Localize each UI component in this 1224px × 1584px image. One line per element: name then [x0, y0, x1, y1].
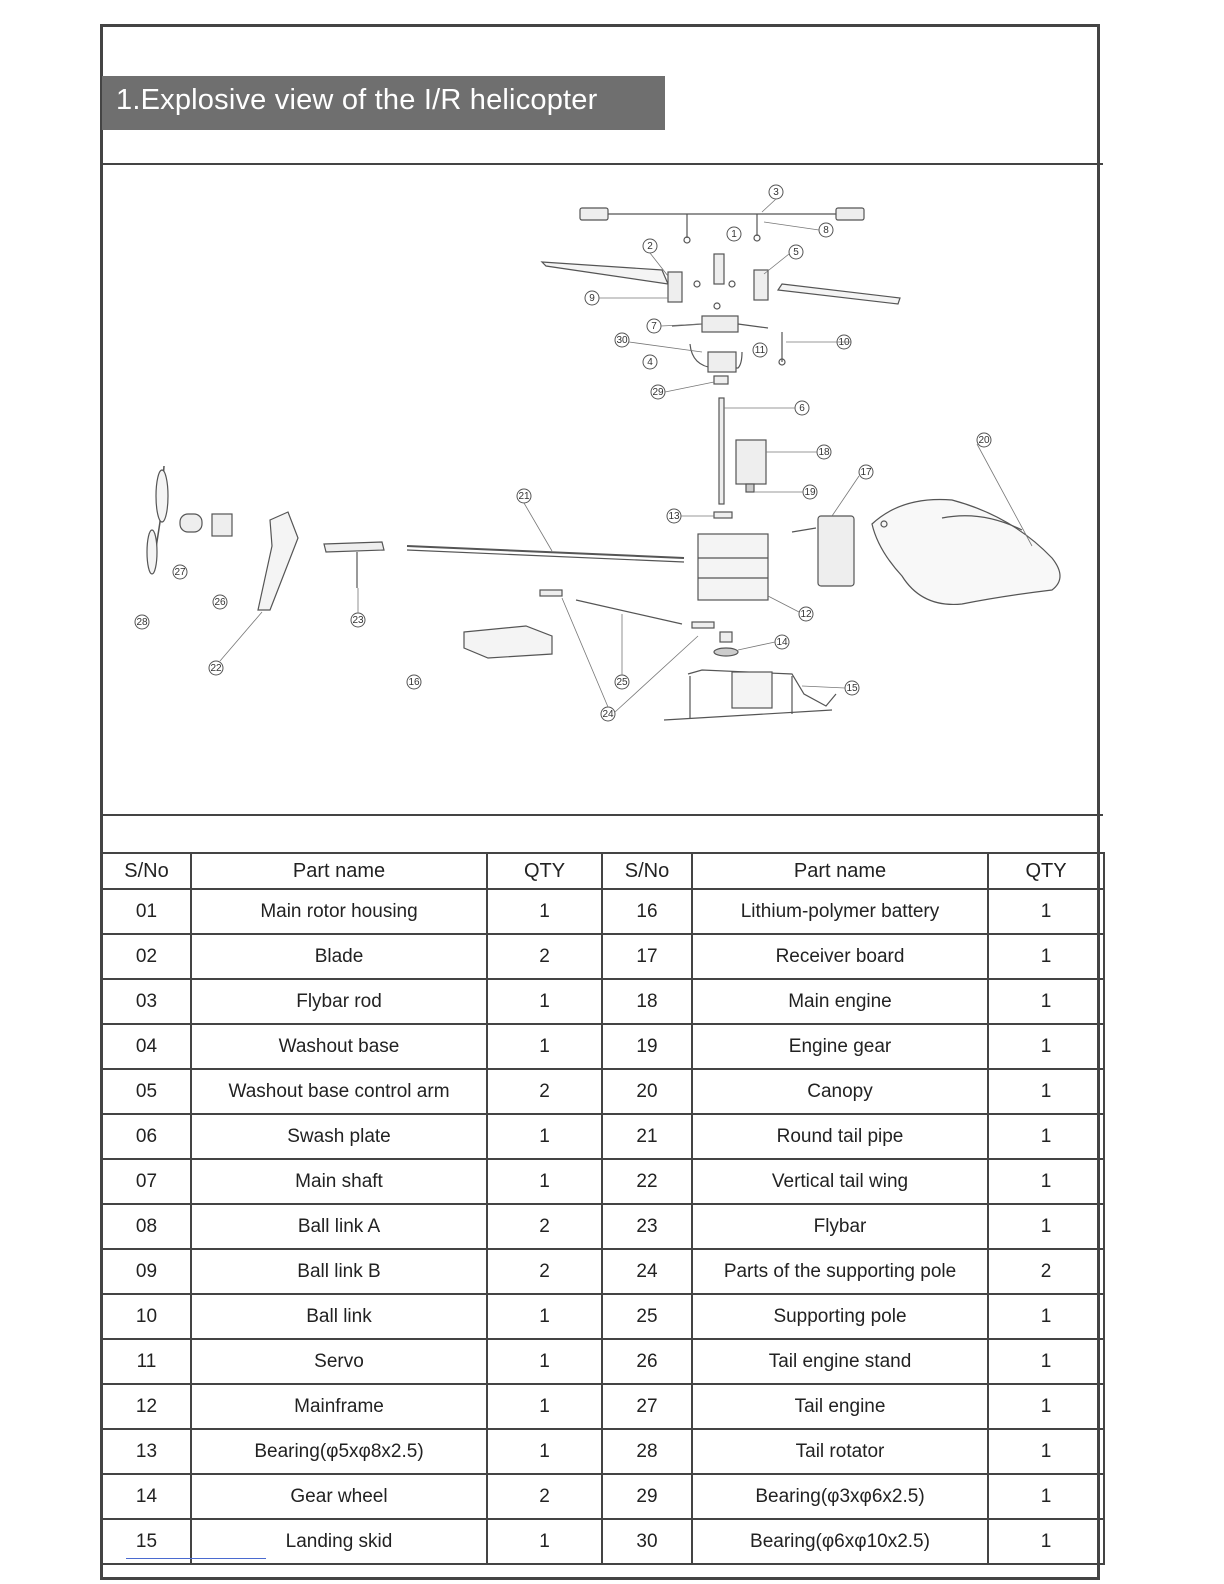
svg-text:18: 18	[818, 447, 830, 458]
cell-part-name: Ball link B	[191, 1249, 487, 1294]
svg-text:20: 20	[978, 435, 990, 446]
callout-21	[517, 489, 531, 503]
flybar-shape	[324, 542, 384, 552]
callout-9	[585, 291, 599, 305]
callout-27	[173, 565, 187, 579]
table-row	[102, 1384, 1104, 1429]
cell-part-name: Canopy	[692, 1069, 988, 1114]
exploded-view-diagram	[102, 166, 1102, 816]
cell-qty: 1	[487, 1294, 602, 1339]
cell-qty: 1	[487, 889, 602, 934]
section-title-band	[102, 76, 665, 130]
rotor-housing-shape	[714, 254, 724, 284]
callout-2	[643, 239, 657, 253]
cell-qty: 1	[988, 889, 1104, 934]
cell-qty: 2	[487, 1204, 602, 1249]
cell-qty: 1	[988, 1519, 1104, 1564]
cell-part-name: Supporting pole	[692, 1294, 988, 1339]
cell-part-name: Tail rotator	[692, 1429, 988, 1474]
divider-top	[100, 163, 1103, 165]
svg-text:29: 29	[652, 387, 664, 398]
cell-part-name: Gear wheel	[191, 1474, 487, 1519]
cell-sno: 28	[602, 1429, 692, 1474]
cell-sno: 10	[102, 1294, 191, 1339]
cell-qty: 1	[988, 934, 1104, 979]
svg-text:9: 9	[589, 293, 595, 304]
cell-sno: 03	[102, 979, 191, 1024]
callout-30	[615, 333, 629, 347]
svg-text:6: 6	[799, 403, 805, 414]
svg-text:27: 27	[174, 567, 186, 578]
flybar-weight-right	[836, 208, 864, 220]
callout-29	[651, 385, 665, 399]
cell-part-name: Mainframe	[191, 1384, 487, 1429]
cell-part-name: Parts of the supporting pole	[692, 1249, 988, 1294]
tail-engine-stand-shape	[212, 514, 232, 536]
callout-8	[819, 223, 833, 237]
cell-part-name: Main rotor housing	[191, 889, 487, 934]
table-row	[102, 1204, 1104, 1249]
cell-sno: 16	[602, 889, 692, 934]
cell-sno: 29	[602, 1474, 692, 1519]
cell-qty: 2	[487, 1069, 602, 1114]
svg-text:28: 28	[136, 617, 148, 628]
cell-sno: 25	[602, 1294, 692, 1339]
main-shaft-shape	[719, 398, 724, 504]
svg-text:11: 11	[754, 345, 766, 356]
svg-text:4: 4	[647, 357, 653, 368]
cell-qty: 2	[487, 934, 602, 979]
svg-text:23: 23	[352, 615, 364, 626]
cell-qty: 1	[988, 1474, 1104, 1519]
supporting-pole-shape	[576, 600, 682, 624]
table-row	[102, 1249, 1104, 1294]
cell-sno: 14	[102, 1474, 191, 1519]
table-row	[102, 1114, 1104, 1159]
header-sno: S/No	[602, 853, 692, 889]
cell-part-name: Bearing(φ3xφ6x2.5)	[692, 1474, 988, 1519]
svg-text:7: 7	[651, 321, 657, 332]
cell-part-name: Bearing(φ6xφ10x2.5)	[692, 1519, 988, 1564]
cell-qty: 1	[487, 1429, 602, 1474]
callout-18	[817, 445, 831, 459]
cell-qty: 1	[487, 1339, 602, 1384]
cell-qty: 1	[487, 1384, 602, 1429]
cell-part-name: Tail engine	[692, 1384, 988, 1429]
svg-text:30: 30	[616, 335, 628, 346]
cell-part-name: Round tail pipe	[692, 1114, 988, 1159]
callout-24	[601, 707, 615, 721]
svg-text:21: 21	[518, 491, 530, 502]
svg-text:3: 3	[773, 187, 779, 198]
callout-6	[795, 401, 809, 415]
callout-16	[407, 675, 421, 689]
cell-sno: 11	[102, 1339, 191, 1384]
cell-sno: 01	[102, 889, 191, 934]
table-header-row	[102, 853, 1104, 889]
callout-15	[845, 681, 859, 695]
callout-20	[977, 433, 991, 447]
callout-28	[135, 615, 149, 629]
cell-sno: 30	[602, 1519, 692, 1564]
callout-7	[647, 319, 661, 333]
cell-part-name: Main engine	[692, 979, 988, 1024]
cell-sno: 15	[102, 1519, 191, 1564]
cell-qty: 1	[487, 979, 602, 1024]
cell-sno: 07	[102, 1159, 191, 1204]
callout-17	[859, 465, 873, 479]
cell-part-name: Washout base	[191, 1024, 487, 1069]
table-row	[102, 1339, 1104, 1384]
cell-sno: 05	[102, 1069, 191, 1114]
cell-part-name: Lithium-polymer battery	[692, 889, 988, 934]
svg-text:16: 16	[408, 677, 420, 688]
callout-25	[615, 675, 629, 689]
callout-22	[209, 661, 223, 675]
table-row	[102, 1069, 1104, 1114]
cell-qty: 1	[487, 1024, 602, 1069]
svg-text:13: 13	[668, 511, 680, 522]
cell-sno: 26	[602, 1339, 692, 1384]
cell-sno: 12	[102, 1384, 191, 1429]
callout-3	[769, 185, 783, 199]
cell-part-name: Bearing(φ5xφ8x2.5)	[191, 1429, 487, 1474]
cell-sno: 02	[102, 934, 191, 979]
table-row	[102, 1294, 1104, 1339]
cell-sno: 06	[102, 1114, 191, 1159]
callout-23	[351, 613, 365, 627]
callout-5	[789, 245, 803, 259]
cell-part-name: Servo	[191, 1339, 487, 1384]
table-row	[102, 1159, 1104, 1204]
gear-wheel-shape	[714, 648, 738, 656]
cell-part-name: Main shaft	[191, 1159, 487, 1204]
cell-qty: 1	[988, 1204, 1104, 1249]
svg-text:15: 15	[846, 683, 858, 694]
cell-qty: 1	[988, 1294, 1104, 1339]
cell-sno: 27	[602, 1384, 692, 1429]
cell-sno: 17	[602, 934, 692, 979]
cell-part-name: Engine gear	[692, 1024, 988, 1069]
cell-part-name: Flybar rod	[191, 979, 487, 1024]
cell-qty: 1	[487, 1159, 602, 1204]
svg-text:8: 8	[823, 225, 829, 236]
callout-12	[799, 607, 813, 621]
cell-qty: 1	[988, 1159, 1104, 1204]
svg-text:22: 22	[210, 663, 222, 674]
svg-text:26: 26	[214, 597, 226, 608]
header-qty: QTY	[988, 853, 1104, 889]
svg-text:5: 5	[793, 247, 799, 258]
cell-part-name: Swash plate	[191, 1114, 487, 1159]
callout-14	[775, 635, 789, 649]
cell-sno: 04	[102, 1024, 191, 1069]
cell-sno: 08	[102, 1204, 191, 1249]
cell-qty: 1	[487, 1114, 602, 1159]
cell-part-name: Washout base control arm	[191, 1069, 487, 1114]
header-part-name: Part name	[692, 853, 988, 889]
svg-text:19: 19	[804, 487, 816, 498]
cell-sno: 13	[102, 1429, 191, 1474]
table-row	[102, 1429, 1104, 1474]
table-row	[102, 1024, 1104, 1069]
main-engine-shape	[736, 440, 766, 484]
tail-engine-shape	[180, 514, 202, 532]
callout-19	[803, 485, 817, 499]
section-title: 1.Explosive view of the I/R helicopter	[116, 84, 598, 116]
header-qty: QTY	[487, 853, 602, 889]
svg-text:17: 17	[860, 467, 872, 478]
cell-part-name: Landing skid	[191, 1519, 487, 1564]
svg-text:2: 2	[647, 241, 653, 252]
table-row	[102, 1474, 1104, 1519]
cell-part-name: Ball link	[191, 1294, 487, 1339]
cell-qty: 1	[988, 1069, 1104, 1114]
flybar-weight-left	[580, 208, 608, 220]
svg-text:24: 24	[602, 709, 614, 720]
svg-text:10: 10	[838, 337, 850, 348]
cell-sno: 21	[602, 1114, 692, 1159]
cell-part-name: Vertical tail wing	[692, 1159, 988, 1204]
callout-1	[727, 227, 741, 241]
battery-shape	[464, 626, 552, 658]
svg-text:12: 12	[800, 609, 812, 620]
vertical-tail-wing-shape	[258, 512, 298, 610]
parts-table	[101, 852, 1105, 1565]
cell-sno: 20	[602, 1069, 692, 1114]
cell-sno: 24	[602, 1249, 692, 1294]
washout-base-shape	[702, 316, 738, 332]
cell-qty: 1	[487, 1519, 602, 1564]
svg-text:14: 14	[776, 637, 788, 648]
header-part-name: Part name	[191, 853, 487, 889]
cell-part-name: Ball link A	[191, 1204, 487, 1249]
cell-qty: 1	[988, 1429, 1104, 1474]
cell-qty: 2	[487, 1249, 602, 1294]
table-row	[102, 934, 1104, 979]
cell-qty: 2	[988, 1249, 1104, 1294]
cell-sno: 09	[102, 1249, 191, 1294]
cell-part-name: Receiver board	[692, 934, 988, 979]
cell-qty: 1	[988, 1024, 1104, 1069]
callout-26	[213, 595, 227, 609]
cell-sno: 22	[602, 1159, 692, 1204]
cell-sno: 19	[602, 1024, 692, 1069]
cell-part-name: Flybar	[692, 1204, 988, 1249]
mainframe-shape	[698, 534, 768, 600]
footer-underline	[126, 1558, 266, 1559]
cell-sno: 18	[602, 979, 692, 1024]
main-blade-right	[778, 284, 900, 304]
cell-qty: 1	[988, 1114, 1104, 1159]
cell-part-name: Tail engine stand	[692, 1339, 988, 1384]
cell-qty: 1	[988, 1384, 1104, 1429]
svg-text:1: 1	[731, 229, 737, 240]
cell-part-name: Blade	[191, 934, 487, 979]
table-row	[102, 889, 1104, 934]
receiver-board-shape	[818, 516, 854, 586]
cell-qty: 2	[487, 1474, 602, 1519]
callout-13	[667, 509, 681, 523]
svg-text:25: 25	[616, 677, 628, 688]
callout-11	[753, 343, 767, 357]
header-sno: S/No	[102, 853, 191, 889]
main-blade-left	[542, 262, 668, 284]
cell-qty: 1	[988, 979, 1104, 1024]
cell-qty: 1	[988, 1339, 1104, 1384]
callout-4	[643, 355, 657, 369]
table-row	[102, 979, 1104, 1024]
cell-sno: 23	[602, 1204, 692, 1249]
